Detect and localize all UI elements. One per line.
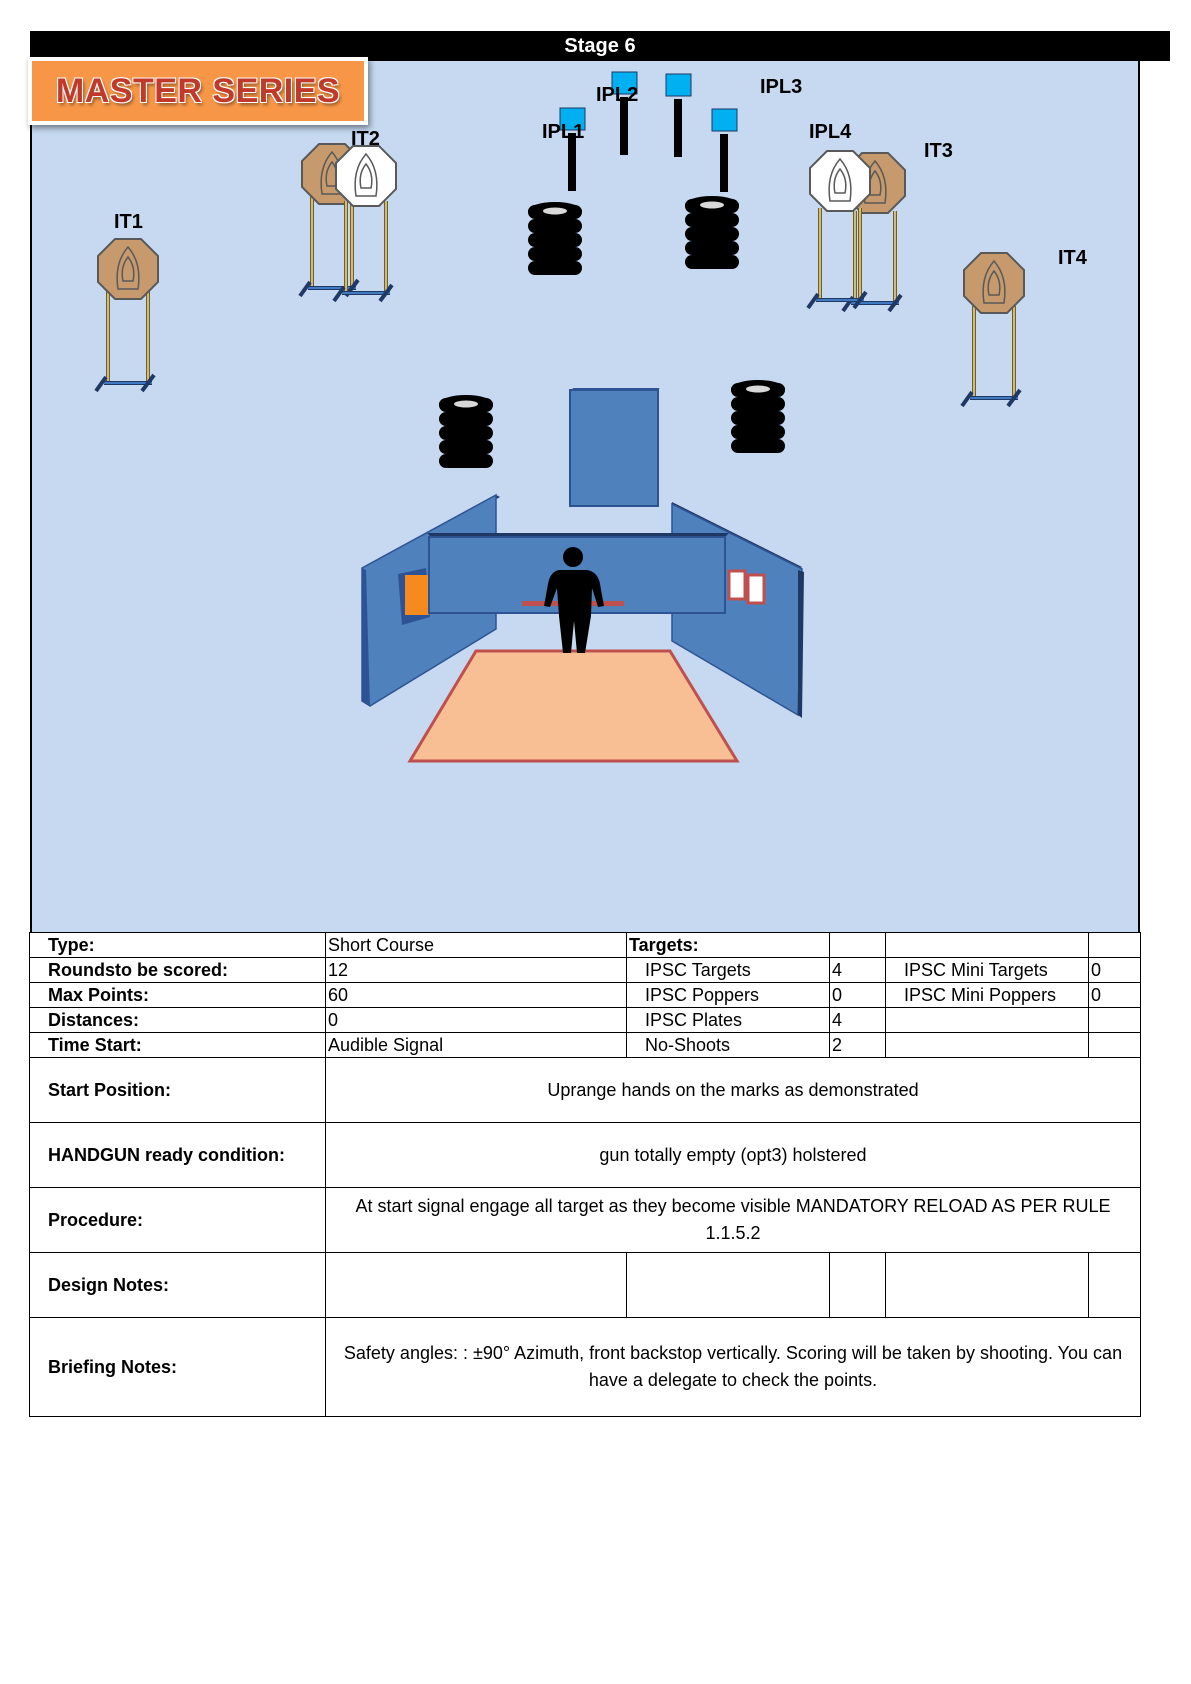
rounds-value: 12	[326, 958, 627, 983]
ipsc-mini-targets-label: IPSC Mini Targets	[886, 958, 1089, 983]
design-notes-cell-5	[1089, 1253, 1141, 1318]
procedure-value: At start signal engage all target as they become visible MANDATORY RELOAD AS PER RULE 1.1.5.2	[326, 1188, 1141, 1253]
briefing-notes-label: Briefing Notes:	[30, 1318, 326, 1417]
design-notes-label: Design Notes:	[30, 1253, 326, 1318]
plate-ipl3	[666, 74, 691, 157]
barrel-stack-4	[731, 380, 785, 453]
type-label: Type:	[30, 933, 326, 958]
barrel-stack-3	[439, 395, 493, 468]
label-it1: IT1	[114, 211, 143, 233]
orange-door	[398, 568, 430, 625]
rounds-label: Roundsto be scored:	[30, 958, 326, 983]
design-notes-cell-3	[830, 1253, 886, 1318]
plate-ipl4	[712, 109, 737, 192]
no-shoots-label: No-Shoots	[627, 1033, 830, 1058]
ipsc-mini-poppers-label: IPSC Mini Poppers	[886, 983, 1089, 1008]
ipsc-poppers-value: 0	[830, 983, 886, 1008]
steel-target-it1	[96, 239, 158, 391]
briefing-notes-value: Safety angles: : ±90° Azimuth, front backstop vertically. Scoring will be taken by shooting. You can have a delegate to check the points.	[326, 1318, 1141, 1417]
back-wall	[570, 388, 660, 506]
master-series-badge	[28, 57, 368, 125]
type-value: Short Course	[326, 933, 627, 958]
ipsc-targets-value: 4	[830, 958, 886, 983]
stage-info-table	[29, 932, 1141, 1417]
time-start-value: Audible Signal	[326, 1033, 627, 1058]
stage-title: Stage 6	[30, 31, 1170, 61]
time-start-label: Time Start:	[30, 1033, 326, 1058]
ipsc-plates-value: 4	[830, 1008, 886, 1033]
distances-value: 0	[326, 1008, 627, 1033]
design-notes-cell-2	[627, 1253, 830, 1318]
ready-condition-value: gun totally empty (opt3) holstered	[326, 1123, 1141, 1188]
stage-drawing	[32, 61, 1142, 933]
label-ipl4: IPL4	[809, 121, 852, 143]
label-it2: IT2	[351, 128, 380, 150]
label-it4: IT4	[1058, 247, 1087, 269]
max-points-value: 60	[326, 983, 627, 1008]
design-notes-cell-1	[326, 1253, 627, 1318]
label-ipl2: IPL2	[596, 84, 639, 106]
distances-label: Distances:	[30, 1008, 326, 1033]
start-position-label: Start Position:	[30, 1058, 326, 1123]
no-shoot-target-it3	[808, 151, 870, 308]
ipsc-plates-label: IPSC Plates	[627, 1008, 830, 1033]
design-notes-cell-4	[886, 1253, 1089, 1318]
steel-target-it4	[962, 253, 1024, 406]
ipsc-poppers-label: IPSC Poppers	[627, 983, 830, 1008]
ipsc-mini-targets-value: 0	[1089, 958, 1141, 983]
max-points-label: Max Points:	[30, 983, 326, 1008]
shooting-area	[410, 651, 737, 761]
targets-label: Targets:	[627, 933, 830, 958]
ipsc-targets-label: IPSC Targets	[627, 958, 830, 983]
ipsc-mini-poppers-value: 0	[1089, 983, 1141, 1008]
stage-diagram	[30, 61, 1140, 933]
barrel-stack-1	[528, 202, 582, 275]
barrel-stack-2	[685, 196, 739, 269]
badge-text: MASTER SERIES	[32, 61, 364, 121]
no-shoot-target-it2	[334, 146, 396, 301]
label-ipl1: IPL1	[542, 121, 585, 143]
ready-condition-label: HANDGUN ready condition:	[30, 1123, 326, 1188]
red-markers	[729, 571, 764, 603]
label-it3: IT3	[924, 140, 953, 162]
start-position-value: Uprange hands on the marks as demonstrated	[326, 1058, 1141, 1123]
label-ipl3: IPL3	[760, 76, 803, 98]
procedure-label: Procedure:	[30, 1188, 326, 1253]
no-shoots-value: 2	[830, 1033, 886, 1058]
